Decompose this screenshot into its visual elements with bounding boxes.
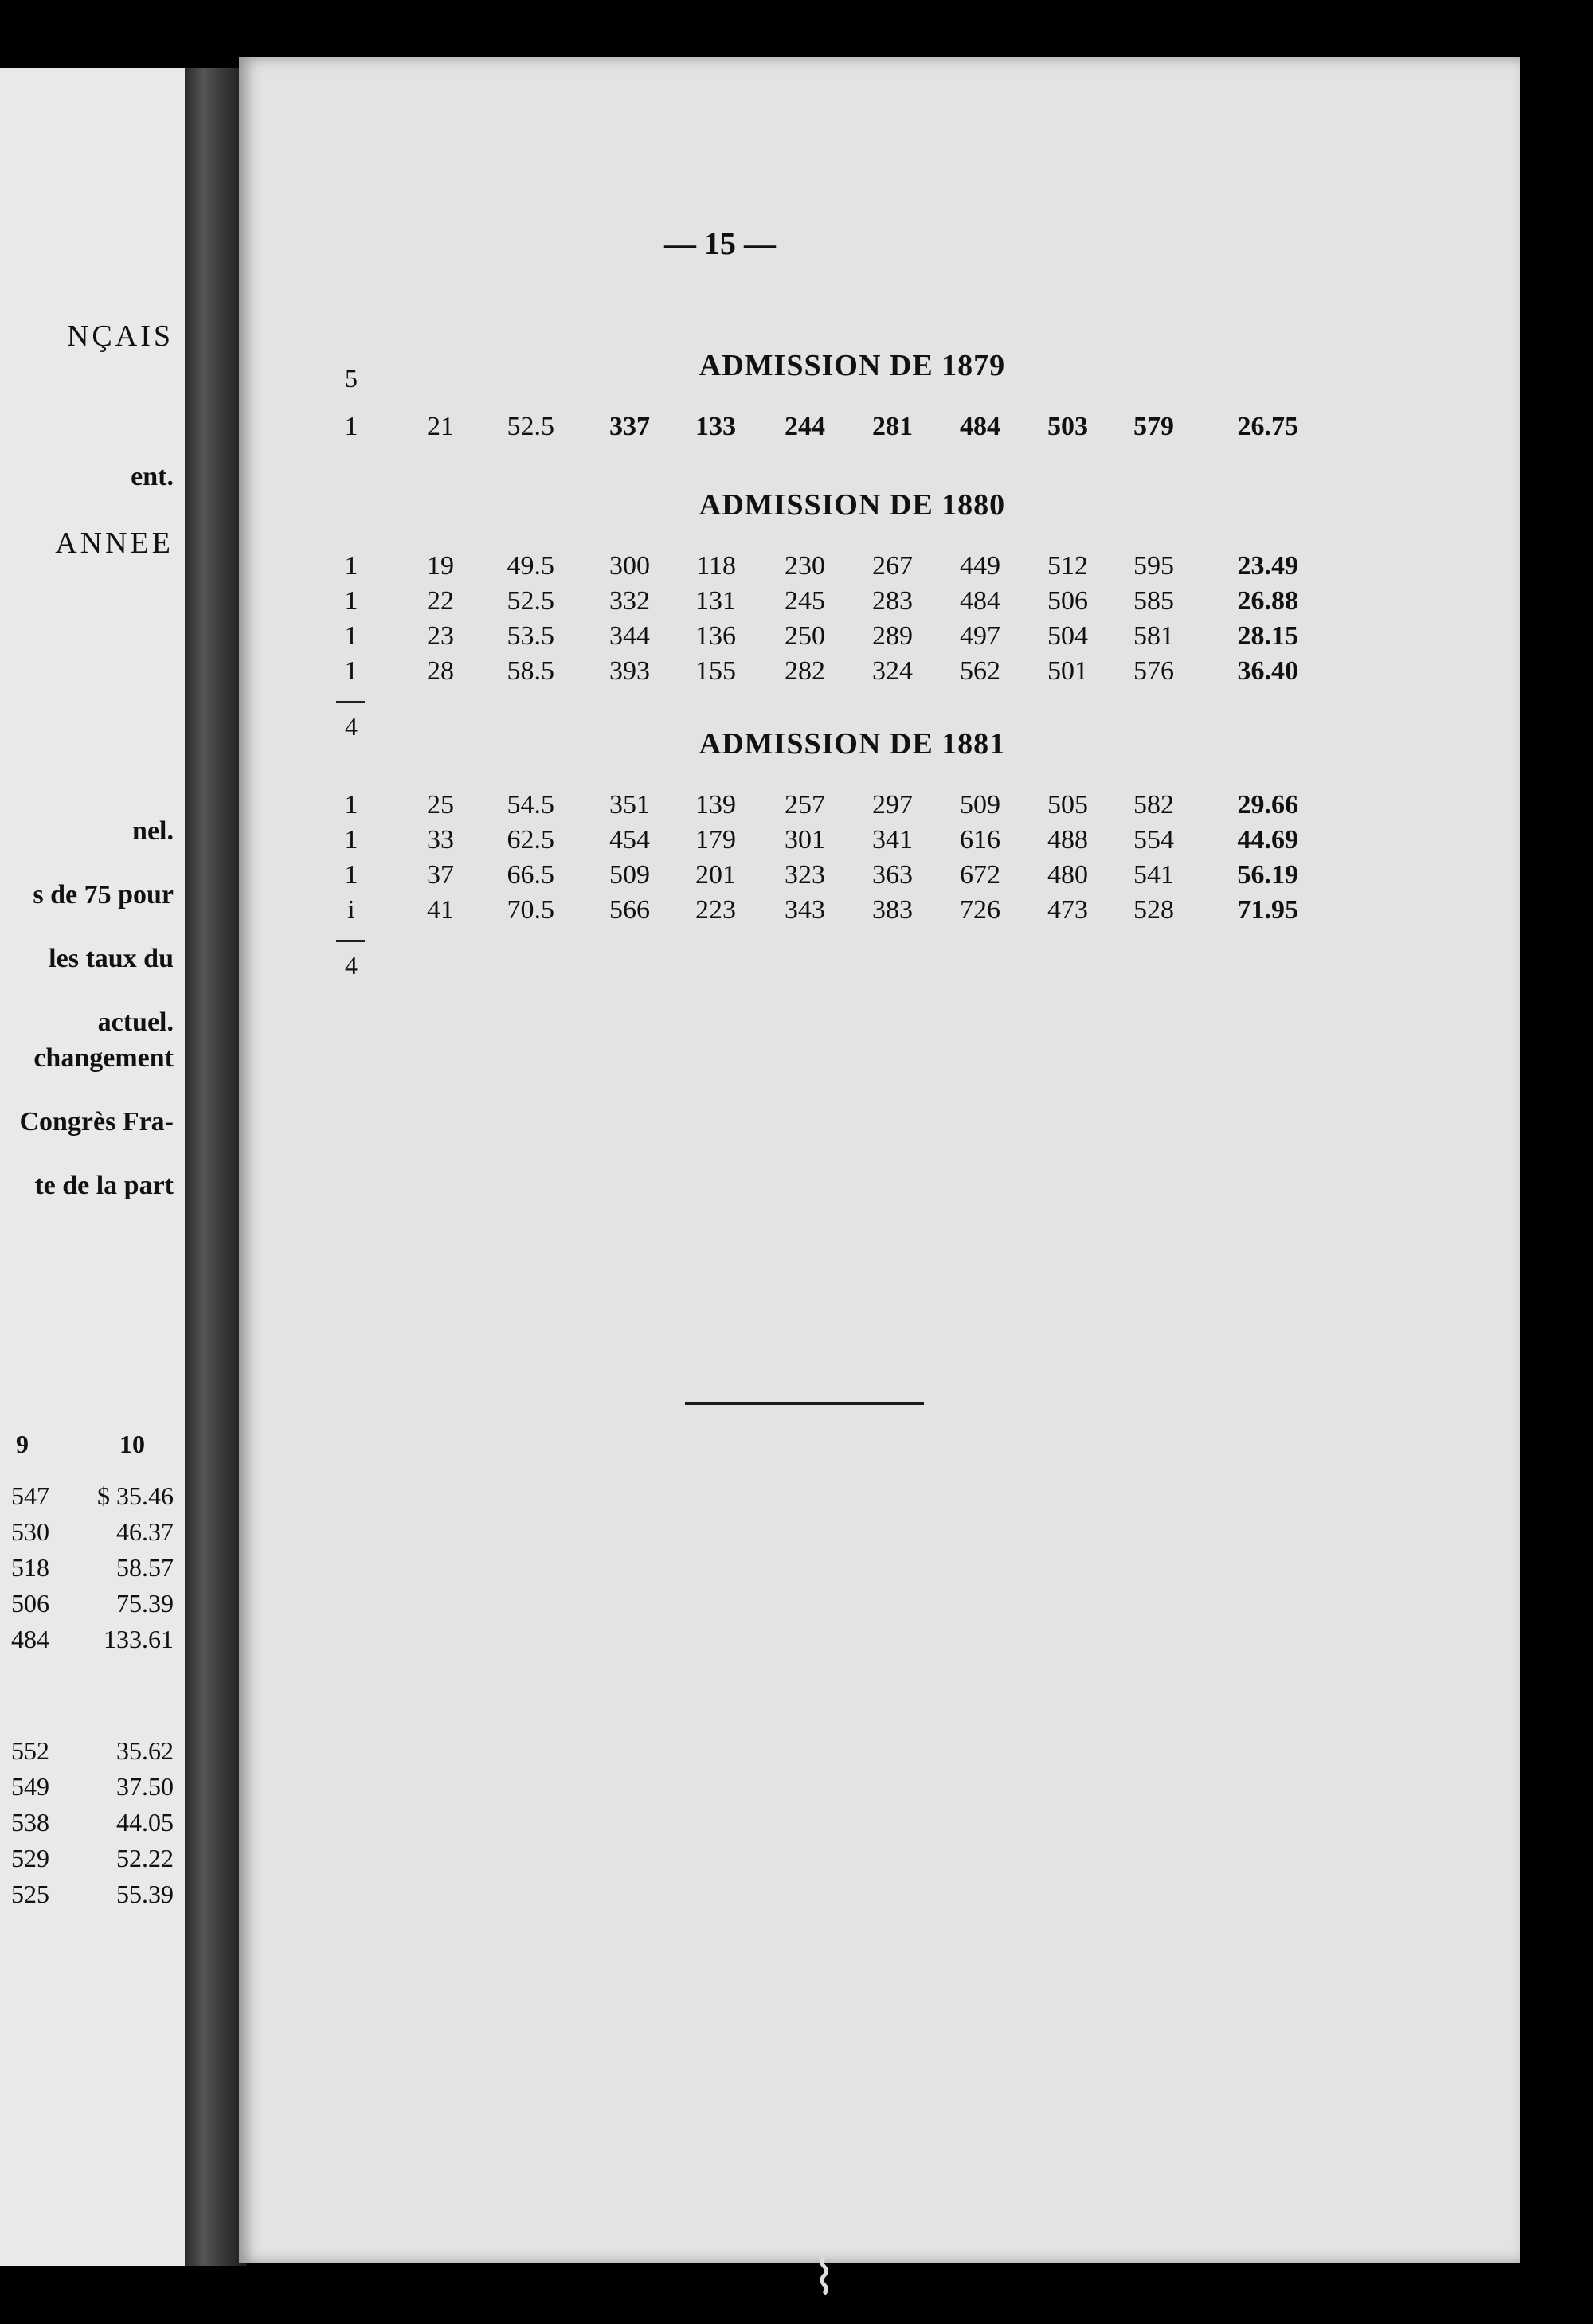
table-row — [239, 860, 1520, 895]
carry-total: 5 — [345, 364, 358, 393]
total-rule — [336, 701, 365, 703]
table-cell: 341 — [872, 825, 913, 855]
table-cell: 509 — [960, 790, 1000, 820]
table-cell: 337 — [609, 412, 650, 441]
table-cell: 484 — [960, 586, 1000, 616]
table-cell: i — [347, 895, 355, 925]
table-cell: 505 — [1047, 790, 1088, 820]
table-cell: 28.15 — [1237, 621, 1298, 651]
table-cell: 504 — [1047, 621, 1088, 651]
left-table-header: 10 — [119, 1430, 145, 1458]
left-table-cell: 35.62 — [116, 1736, 174, 1765]
left-table-cell: 133.61 — [104, 1625, 174, 1653]
table-row — [239, 895, 1520, 930]
section-title: ADMISSION DE 1880 — [699, 488, 1006, 522]
table-cell: 49.5 — [507, 551, 554, 581]
closing-rule — [685, 1402, 924, 1405]
left-table-cell: 552 — [11, 1736, 49, 1765]
table-cell: 245 — [785, 586, 825, 616]
table-row — [239, 656, 1520, 691]
table-cell: 1 — [344, 551, 358, 581]
table-cell: 33 — [427, 825, 454, 855]
table-cell: 343 — [785, 895, 825, 925]
left-table-cell: 37.50 — [116, 1772, 174, 1801]
table-cell: 52.5 — [507, 586, 554, 616]
table-cell: 554 — [1133, 825, 1174, 855]
table-cell: 582 — [1133, 790, 1174, 820]
left-table-cell: $ 35.46 — [97, 1481, 174, 1510]
table-cell: 672 — [960, 860, 1000, 890]
table-cell: 267 — [872, 551, 913, 581]
left-table-header: 9 — [16, 1430, 29, 1458]
table-cell: 528 — [1133, 895, 1174, 925]
left-page-text-line: NÇAIS — [66, 319, 174, 353]
page-number: — 15 — — [664, 225, 776, 261]
left-page-text-line: actuel. — [97, 1007, 174, 1037]
table-cell: 223 — [695, 895, 736, 925]
left-table-cell: 75.39 — [116, 1589, 174, 1618]
table-cell: 579 — [1133, 412, 1174, 441]
table-row — [239, 586, 1520, 621]
table-cell: 29.66 — [1237, 790, 1298, 820]
table-cell: 1 — [344, 790, 358, 820]
table-cell: 44.69 — [1237, 825, 1298, 855]
table-row — [239, 621, 1520, 656]
table-row — [239, 825, 1520, 860]
page — [239, 57, 1520, 2263]
table-cell: 454 — [609, 825, 650, 855]
left-page-text-line: ANNEE — [55, 526, 174, 560]
table-cell: 506 — [1047, 586, 1088, 616]
left-table-cell: 529 — [11, 1844, 49, 1872]
table-cell: 1 — [344, 656, 358, 686]
table-cell: 54.5 — [507, 790, 554, 820]
left-table-cell: 530 — [11, 1517, 49, 1546]
table-cell: 562 — [960, 656, 1000, 686]
table-cell: 230 — [785, 551, 825, 581]
table-cell: 323 — [785, 860, 825, 890]
table-cell: 503 — [1047, 412, 1088, 441]
table-cell: 66.5 — [507, 860, 554, 890]
table-cell: 21 — [427, 412, 454, 441]
section-total: 4 — [345, 712, 358, 741]
table-cell: 71.95 — [1237, 895, 1298, 925]
table-cell: 155 — [695, 656, 736, 686]
table-cell: 52.5 — [507, 412, 554, 441]
table-cell: 22 — [427, 586, 454, 616]
table-cell: 53.5 — [507, 621, 554, 651]
left-page-text-line: nel. — [132, 816, 174, 846]
table-cell: 1 — [344, 860, 358, 890]
table-cell: 363 — [872, 860, 913, 890]
table-cell: 616 — [960, 825, 1000, 855]
left-page-text-line: te de la part — [34, 1171, 174, 1200]
table-cell: 25 — [427, 790, 454, 820]
left-table-cell: 52.22 — [116, 1844, 174, 1872]
table-cell: 37 — [427, 860, 454, 890]
book-spine — [185, 68, 247, 2266]
table-cell: 393 — [609, 656, 650, 686]
left-page-text-line: changement — [33, 1043, 174, 1073]
table-cell: 480 — [1047, 860, 1088, 890]
table-cell: 509 — [609, 860, 650, 890]
left-table-cell: 46.37 — [116, 1517, 174, 1546]
table-cell: 449 — [960, 551, 1000, 581]
table-cell: 282 — [785, 656, 825, 686]
section-title: ADMISSION DE 1881 — [699, 727, 1006, 761]
table-cell: 26.75 — [1237, 412, 1298, 441]
table-cell: 281 — [872, 412, 913, 441]
left-table-cell: 518 — [11, 1553, 49, 1582]
table-row — [239, 790, 1520, 825]
left-table-cell: 506 — [11, 1589, 49, 1618]
table-cell: 56.19 — [1237, 860, 1298, 890]
left-table-cell: 44.05 — [116, 1808, 174, 1837]
table-cell: 28 — [427, 656, 454, 686]
table-cell: 324 — [872, 656, 913, 686]
left-table-cell: 538 — [11, 1808, 49, 1837]
left-table-cell: 549 — [11, 1772, 49, 1801]
left-table-cell: 58.57 — [116, 1553, 174, 1582]
table-cell: 581 — [1133, 621, 1174, 651]
table-cell: 201 — [695, 860, 736, 890]
table-cell: 344 — [609, 621, 650, 651]
table-cell: 26.88 — [1237, 586, 1298, 616]
table-row — [239, 412, 1520, 447]
section-title: ADMISSION DE 1879 — [699, 349, 1006, 382]
table-cell: 289 — [872, 621, 913, 651]
table-cell: 70.5 — [507, 895, 554, 925]
table-cell: 257 — [785, 790, 825, 820]
table-row — [239, 551, 1520, 586]
table-cell: 250 — [785, 621, 825, 651]
table-cell: 501 — [1047, 656, 1088, 686]
table-cell: 41 — [427, 895, 454, 925]
table-cell: 576 — [1133, 656, 1174, 686]
table-cell: 497 — [960, 621, 1000, 651]
table-cell: 473 — [1047, 895, 1088, 925]
table-cell: 512 — [1047, 551, 1088, 581]
table-cell: 179 — [695, 825, 736, 855]
table-cell: 283 — [872, 586, 913, 616]
left-table-cell: 484 — [11, 1625, 49, 1653]
left-page-text-line: s de 75 pour — [33, 880, 174, 910]
left-page-text-line: ent. — [131, 462, 174, 491]
table-cell: 23.49 — [1237, 551, 1298, 581]
table-cell: 488 — [1047, 825, 1088, 855]
left-table-cell: 547 — [11, 1481, 49, 1510]
table-cell: 595 — [1133, 551, 1174, 581]
table-cell: 244 — [785, 412, 825, 441]
table-cell: 383 — [872, 895, 913, 925]
table-cell: 726 — [960, 895, 1000, 925]
table-cell: 1 — [344, 621, 358, 651]
table-cell: 566 — [609, 895, 650, 925]
table-cell: 351 — [609, 790, 650, 820]
table-cell: 19 — [427, 551, 454, 581]
table-cell: 118 — [696, 551, 736, 581]
table-cell: 301 — [785, 825, 825, 855]
scan-artifact: ⌇ — [812, 2252, 836, 2304]
section-total: 4 — [345, 951, 358, 980]
table-cell: 332 — [609, 586, 650, 616]
left-page-text-line: les taux du — [49, 944, 174, 973]
table-cell: 23 — [427, 621, 454, 651]
table-cell: 1 — [344, 586, 358, 616]
table-cell: 36.40 — [1237, 656, 1298, 686]
previous-page-fragment — [0, 68, 185, 2266]
table-cell: 541 — [1133, 860, 1174, 890]
left-table-cell: 55.39 — [116, 1880, 174, 1908]
left-page-text-line: Congrès Fra- — [19, 1107, 174, 1137]
table-cell: 1 — [344, 825, 358, 855]
table-cell: 1 — [344, 412, 358, 441]
table-cell: 585 — [1133, 586, 1174, 616]
table-cell: 139 — [695, 790, 736, 820]
table-cell: 62.5 — [507, 825, 554, 855]
left-table-cell: 525 — [11, 1880, 49, 1908]
table-cell: 484 — [960, 412, 1000, 441]
table-cell: 136 — [695, 621, 736, 651]
total-rule — [336, 940, 365, 942]
table-cell: 300 — [609, 551, 650, 581]
table-cell: 297 — [872, 790, 913, 820]
table-cell: 58.5 — [507, 656, 554, 686]
table-cell: 131 — [695, 586, 736, 616]
table-cell: 133 — [695, 412, 736, 441]
